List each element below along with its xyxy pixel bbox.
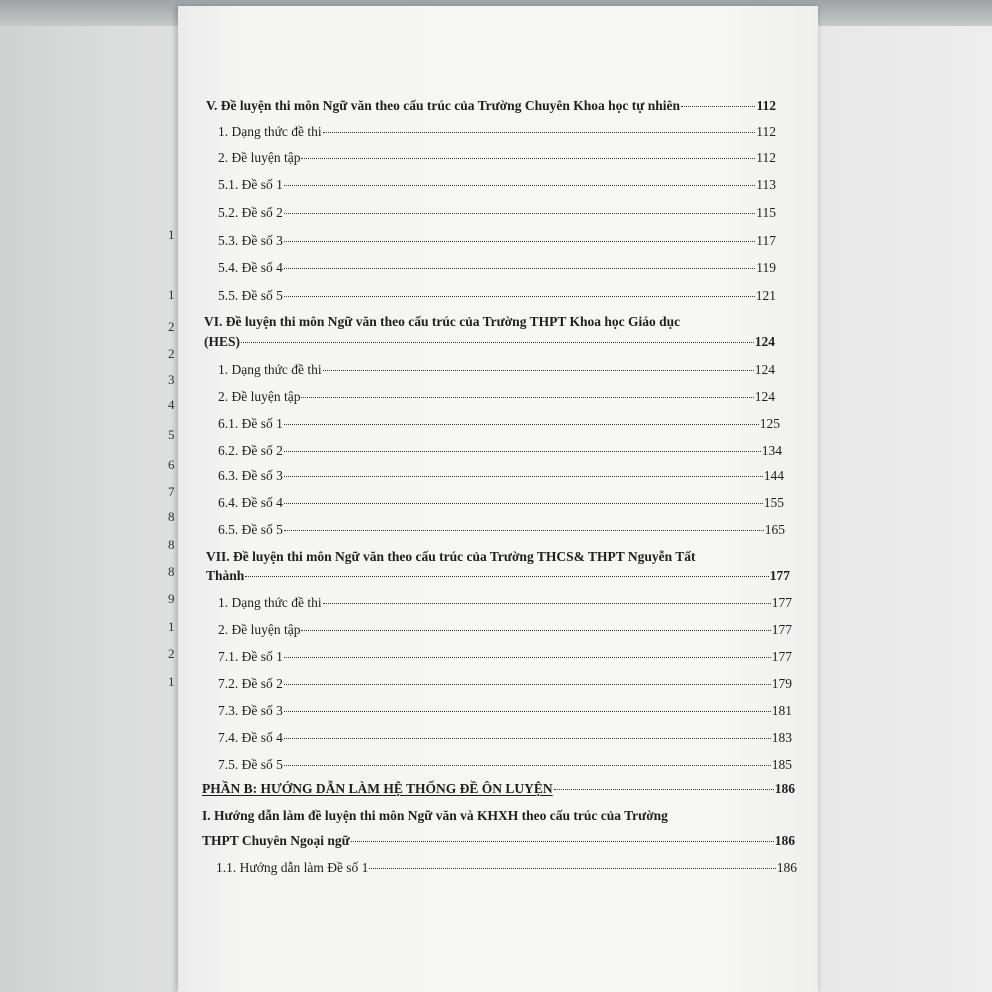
toc-leader-dots [284,657,771,658]
toc-page-number: 112 [756,150,776,165]
toc-entry [204,314,775,330]
toc-entry [218,443,782,459]
toc-page-number: 177 [771,649,792,664]
margin-mark: 9 [168,591,175,606]
toc-entry-title: 2. Đề luyện tập [218,389,301,404]
toc-leader-dots [301,397,753,398]
toc-page-number: 177 [771,622,792,637]
toc-leader-dots [284,711,771,712]
toc-entry-title: 5.5. Đề số 5 [218,288,283,303]
toc-entry [202,808,795,824]
toc-entry-title: 1. Dạng thức đề thi [218,362,322,377]
toc-page-number: 115 [756,205,776,220]
margin-mark: 8 [168,509,175,524]
toc-leader-dots [681,106,756,107]
margin-mark: 1 [168,674,175,689]
toc-leader-dots [284,503,763,504]
toc-leader-dots [323,603,771,604]
toc-entry [218,703,792,719]
margin-mark: 1 [168,619,175,634]
toc-entry-title: 6.1. Đề số 1 [218,416,283,431]
toc-entry-title: 7.3. Đề số 3 [218,703,283,718]
toc-leader-dots [323,132,756,133]
toc-leader-dots [284,241,755,242]
margin-mark: 8 [168,537,175,552]
toc-entry-title: PHẦN B: HƯỚNG DẪN LÀM HỆ THỐNG ĐỀ ÔN LUYỆN [202,781,553,796]
toc-leader-dots [284,185,755,186]
toc-page-number: 124 [754,362,775,377]
toc-entry-title: VII. Đề luyện thi môn Ngữ văn theo cấu trúc của Trường THCS& THPT Nguyễn Tất [206,549,696,564]
toc-entry-title: 1. Dạng thức đề thi [218,124,322,139]
toc-entry [202,781,795,797]
toc-leader-dots [284,530,764,531]
toc-leader-dots [284,424,759,425]
toc-leader-dots [554,789,774,790]
toc-entry [204,334,775,350]
toc-leader-dots [301,158,755,159]
margin-mark: 5 [168,427,175,442]
toc-entry-title: 2. Đề luyện tập [218,622,301,637]
toc-entry [218,676,792,692]
toc-entry-title: 6.3. Đề số 3 [218,468,283,483]
toc-entry [206,549,790,565]
toc-entry [218,468,784,484]
toc-entry [218,260,776,276]
toc-leader-dots [284,684,771,685]
margin-mark: 2 [168,319,175,334]
toc-leader-dots [351,841,774,842]
toc-entry [202,833,795,849]
toc-leader-dots [284,296,755,297]
toc-entry-title: 5.3. Đề số 3 [218,233,283,248]
toc-page-number: 155 [763,495,784,510]
margin-mark: 4 [168,397,175,412]
toc-page-number: 179 [771,676,792,691]
toc-leader-dots [284,213,755,214]
toc-page-number: 186 [776,860,797,875]
toc-entry-title: 6.4. Đề số 4 [218,495,283,510]
toc-leader-dots [284,738,771,739]
toc-leader-dots [245,576,768,577]
toc-entry [218,288,776,304]
toc-leader-dots [284,451,761,452]
toc-page-number: 112 [756,98,776,113]
toc-page-number: 117 [756,233,776,248]
margin-mark: 2 [168,646,175,661]
toc-entry [218,622,792,638]
toc-page-number: 119 [756,260,776,275]
toc-entry-title: 2. Đề luyện tập [218,150,301,165]
toc-page-number: 124 [754,389,775,404]
toc-entry-title: 7.5. Đề số 5 [218,757,283,772]
toc-entry [218,362,775,378]
toc-entry-title: 1. Dạng thức đề thi [218,595,322,610]
toc-page-number: 177 [771,595,792,610]
toc-page-number: 112 [756,124,776,139]
toc-entry [218,649,792,665]
toc-entry-title-continued: (HES) [204,334,241,349]
toc-entry [218,757,792,773]
toc-page-number: 186 [774,833,795,848]
margin-mark: 2 [168,346,175,361]
toc-page-number: 185 [771,757,792,772]
margin-mark: 3 [168,372,175,387]
toc-entry-title: 7.1. Đề số 1 [218,649,283,664]
margin-mark: 1 [168,287,175,302]
toc-leader-dots [369,868,775,869]
toc-entry [218,124,776,140]
toc-entry-title: 1.1. Hướng dẫn làm Đề số 1 [216,860,369,875]
toc-entry-title: 7.2. Đề số 2 [218,676,283,691]
toc-entry-title: 5.2. Đề số 2 [218,205,283,220]
toc-leader-dots [284,268,755,269]
toc-page-number: 183 [771,730,792,745]
toc-entry [218,150,776,166]
toc-leader-dots [301,630,770,631]
toc-entry [218,595,792,611]
toc-entry [218,416,780,432]
toc-entry [218,205,776,221]
toc-page-number: 186 [774,781,795,796]
margin-mark: 1 [168,227,175,242]
toc-entry-title-continued: Thành [206,568,245,583]
toc-page-number: 144 [763,468,784,483]
toc-entry [216,860,797,876]
toc-entry-title: V. Đề luyện thi môn Ngữ văn theo cấu trúc của Trường Chuyên Khoa học tự nhiên [206,98,680,113]
toc-entry [218,177,776,193]
toc-entry [206,98,776,114]
toc-page-number: 181 [771,703,792,718]
toc-entry [218,233,776,249]
margin-mark: 6 [168,457,175,472]
toc-entry-title: 5.4. Đề số 4 [218,260,283,275]
toc-entry [206,568,790,584]
toc-page-number: 124 [754,334,775,349]
toc-leader-dots [284,476,763,477]
toc-entry [218,522,785,538]
toc-entry-title: I. Hướng dẫn làm đề luyện thi môn Ngữ văn và KHXH theo cấu trúc của Trường [202,808,668,823]
toc-leader-dots [323,370,754,371]
toc-page-number: 113 [756,177,776,192]
toc-entry [218,730,792,746]
toc-entry-title: 6.5. Đề số 5 [218,522,283,537]
toc-page-number: 177 [769,568,790,583]
toc-entry-title: 6.2. Đề số 2 [218,443,283,458]
toc-page-number: 134 [761,443,782,458]
margin-mark: 7 [168,484,175,499]
toc-entry-title: VI. Đề luyện thi môn Ngữ văn theo cấu trúc của Trường THPT Khoa học Giáo dục [204,314,681,329]
toc-entry-title: 5.1. Đề số 1 [218,177,283,192]
toc-leader-dots [284,765,771,766]
toc-entry-title-continued: THPT Chuyên Ngoại ngữ [202,833,350,848]
toc-page-number: 125 [759,416,780,431]
toc-entry [218,495,784,511]
toc-entry-title: 7.4. Đề số 4 [218,730,283,745]
toc-page-number: 121 [755,288,776,303]
toc-entry [218,389,775,405]
margin-mark: 8 [168,564,175,579]
toc-leader-dots [241,342,754,343]
toc-page-number: 165 [764,522,785,537]
